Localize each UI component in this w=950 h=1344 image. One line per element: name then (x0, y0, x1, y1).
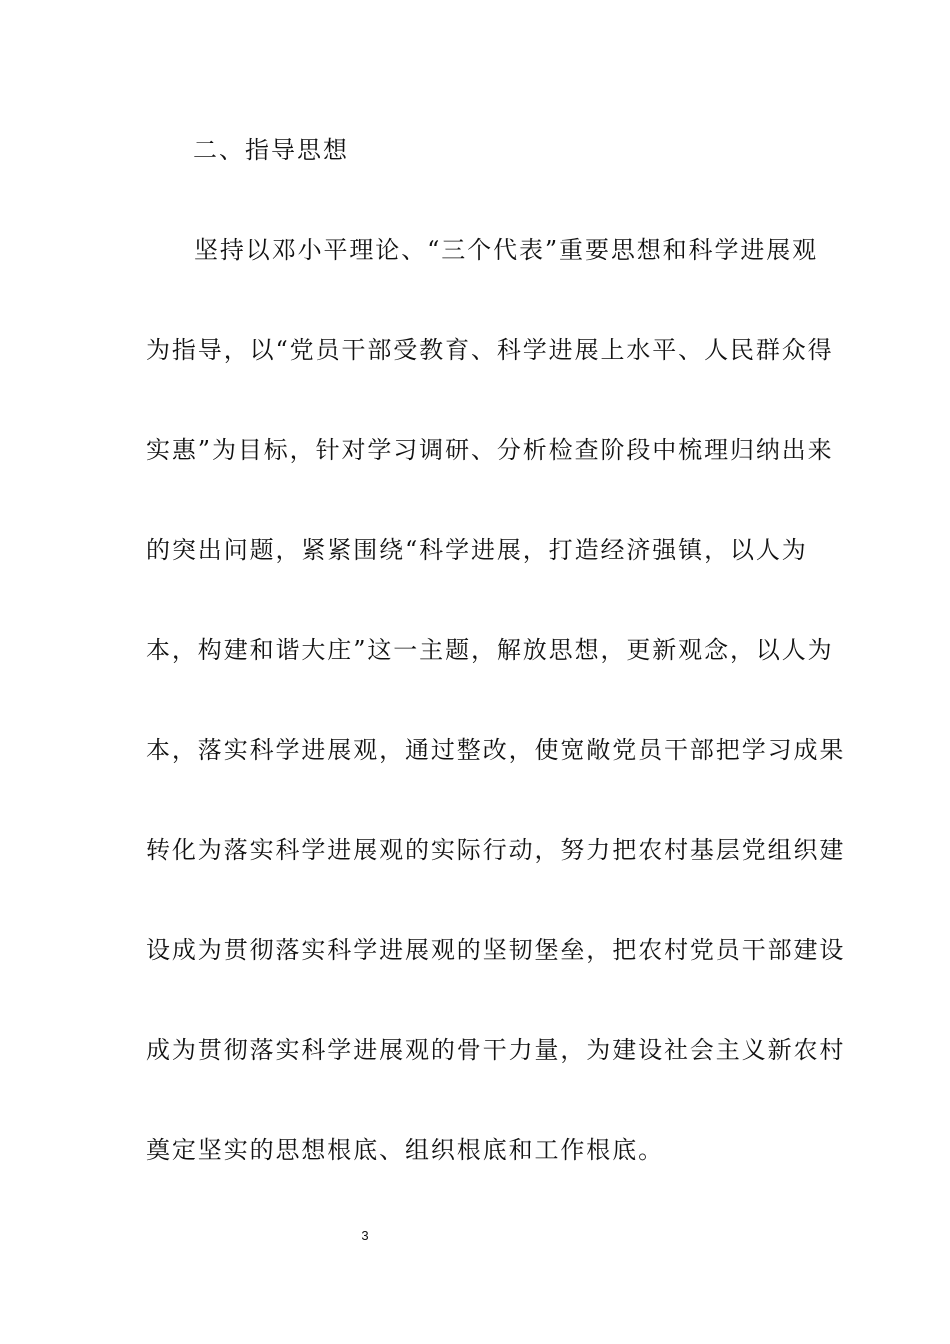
paragraph-line: 奠定坚实的思想根底、组织根底和工作根底。 (146, 1136, 664, 1164)
paragraph-line: 为指导，以“党员干部受教育、科学进展上水平、人民群众得 (146, 336, 834, 364)
guiding-thought-paragraph (146, 230, 846, 1230)
paragraph-line: 实惠”为目标，针对学习调研、分析检查阶段中梳理归纳出来 (146, 436, 834, 464)
paragraph-line: 本，构建和谐大庄”这一主题，解放思想，更新观念，以人为 (146, 636, 834, 664)
page-number: 3 (361, 1228, 369, 1243)
paragraph-line: 转化为落实科学进展观的实际行动，努力把农村基层党组织建 (146, 836, 846, 864)
paragraph-line: 本，落实科学进展观，通过整改，使宽敞党员干部把学习成果 (146, 736, 846, 764)
paragraph-line: 设成为贯彻落实科学进展观的坚韧堡垒，把农村党员干部建设 (146, 936, 846, 964)
paragraph-line: 的突出问题，紧紧围绕“科学进展，打造经济强镇，以人为 (146, 536, 808, 564)
section-heading: 二、指导思想 (193, 136, 349, 164)
paragraph-line: 坚持以邓小平理论、“三个代表”重要思想和科学进展观 (194, 236, 819, 264)
paragraph-line: 成为贯彻落实科学进展观的骨干力量，为建设社会主义新农村 (146, 1036, 846, 1064)
